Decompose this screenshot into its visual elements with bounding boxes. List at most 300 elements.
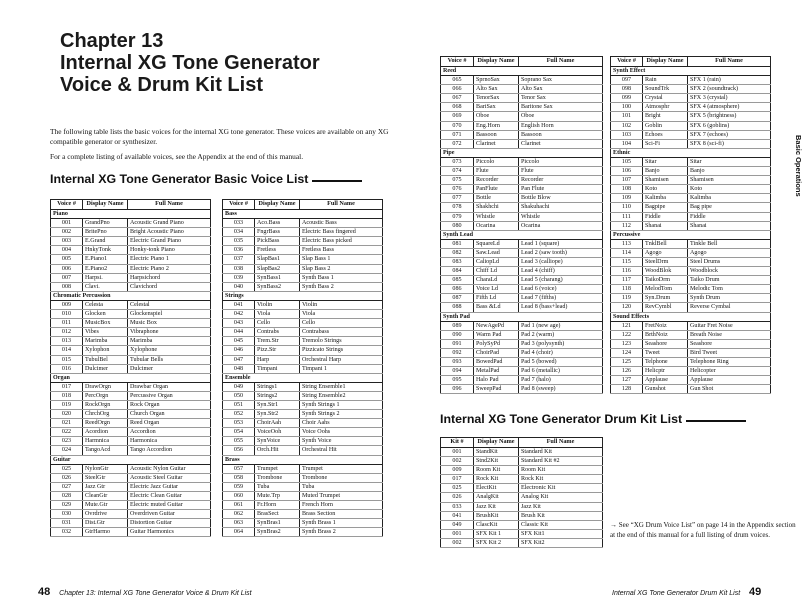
table-row xyxy=(51,528,211,537)
table-row xyxy=(441,321,603,330)
full-name-cell: Dulcimer xyxy=(128,364,211,373)
table-row xyxy=(441,493,603,502)
number-cell: 050 xyxy=(223,391,255,400)
number-cell: 057 xyxy=(223,464,255,473)
number-cell: 077 xyxy=(441,194,474,203)
number-cell: 094 xyxy=(441,367,474,376)
header-row xyxy=(223,200,383,210)
table-row xyxy=(223,328,383,337)
display-name-cell: SynBras2 xyxy=(255,528,300,537)
table-row xyxy=(223,510,383,519)
table-row xyxy=(223,419,383,428)
full-name-cell: Electric Piano 1 xyxy=(128,255,211,264)
display-name-cell: Shamisen xyxy=(643,176,688,185)
table-row xyxy=(51,310,211,319)
number-cell: 056 xyxy=(223,446,255,455)
number-cell: 017 xyxy=(51,382,83,391)
table-row xyxy=(611,248,771,257)
full-name-cell: Breath Noise xyxy=(688,330,771,339)
group-label: Organ xyxy=(51,373,211,382)
full-name-cell: Pad 7 (halo) xyxy=(519,376,603,385)
table-row xyxy=(223,228,383,237)
column-header: Voice # xyxy=(51,200,83,210)
display-name-cell: ReedOrgn xyxy=(83,419,128,428)
table-row xyxy=(51,482,211,491)
group-label: Guitar xyxy=(51,455,211,464)
number-cell: 089 xyxy=(441,321,474,330)
display-name-cell: DrawOrgn xyxy=(83,382,128,391)
display-name-cell: Mute.Gtr xyxy=(83,501,128,510)
full-name-cell: SFX 4 (atmosphere) xyxy=(688,103,771,112)
full-name-cell: Lead 4 (chiff) xyxy=(519,267,603,276)
full-name-cell: Shamisen xyxy=(688,176,771,185)
full-name-cell: Baritone Sax xyxy=(519,103,603,112)
full-name-cell: Acoustic Steel Guitar xyxy=(128,473,211,482)
group-row xyxy=(441,230,603,239)
table-row xyxy=(51,328,211,337)
number-cell: 024 xyxy=(51,446,83,455)
full-name-cell: Banjo xyxy=(688,167,771,176)
table-row xyxy=(223,528,383,537)
table-body xyxy=(611,67,771,394)
table-row xyxy=(441,176,603,185)
number-cell: 074 xyxy=(441,167,474,176)
display-name-cell: BrasSect xyxy=(255,510,300,519)
full-name-cell: Rock Kit xyxy=(519,475,603,484)
number-cell: 019 xyxy=(51,400,83,409)
number-cell: 100 xyxy=(611,103,643,112)
display-name-cell: SFX Kit 1 xyxy=(474,529,519,538)
basic-voice-heading xyxy=(50,172,362,186)
number-cell: 117 xyxy=(611,276,643,285)
table-row xyxy=(611,76,771,85)
number-cell: 119 xyxy=(611,294,643,303)
display-name-cell: SoundTrk xyxy=(643,85,688,94)
column-header: Kit # xyxy=(441,438,474,448)
full-name-cell: Standard Kit #2 xyxy=(519,457,603,466)
full-name-cell: Steel Drums xyxy=(688,257,771,266)
group-label: Strings xyxy=(223,291,383,300)
number-cell: 055 xyxy=(223,437,255,446)
full-name-cell: Pad 3 (polysynth) xyxy=(519,339,603,348)
full-name-cell: Rock Organ xyxy=(128,400,211,409)
full-name-cell: Bright Acoustic Piano xyxy=(128,228,211,237)
display-name-cell: Sitar xyxy=(643,157,688,166)
display-name-cell: Jazz Gtr xyxy=(83,482,128,491)
display-name-cell: Shakhchi xyxy=(474,203,519,212)
display-name-cell: RockOrgn xyxy=(83,400,128,409)
full-name-cell: Contrabass xyxy=(300,328,383,337)
table-row xyxy=(441,185,603,194)
table-row xyxy=(51,264,211,273)
header-row xyxy=(51,200,211,210)
table-row xyxy=(223,428,383,437)
full-name-cell: SFX 8 (sci-fi) xyxy=(688,139,771,148)
number-cell: 044 xyxy=(223,328,255,337)
table-body xyxy=(223,210,383,537)
number-cell: 018 xyxy=(51,391,83,400)
number-cell: 005 xyxy=(51,255,83,264)
table-row xyxy=(441,538,603,547)
table-row xyxy=(611,385,771,394)
number-cell: 097 xyxy=(611,76,643,85)
table-row xyxy=(611,85,771,94)
table-row xyxy=(51,519,211,528)
number-cell: 052 xyxy=(223,410,255,419)
full-name-cell: Guitar Fret Noise xyxy=(688,321,771,330)
full-name-cell: Shakuhachi xyxy=(519,203,603,212)
table-body xyxy=(51,210,211,537)
full-name-cell: Kalimba xyxy=(688,194,771,203)
table-row xyxy=(51,382,211,391)
table-row xyxy=(611,367,771,376)
table-row xyxy=(51,300,211,309)
chapter-title-line-2: Internal XG Tone Generator xyxy=(60,52,320,74)
number-cell: 088 xyxy=(441,303,474,312)
display-name-cell: TangoAcd xyxy=(83,446,128,455)
display-name-cell: Trumpet xyxy=(255,464,300,473)
table-row xyxy=(611,257,771,266)
group-label: Synth Pad xyxy=(441,312,603,321)
column-header: Display Name xyxy=(83,200,128,210)
full-name-cell: Helicopter xyxy=(688,367,771,376)
full-name-cell: Slap Bass 2 xyxy=(300,264,383,273)
display-name-cell: SprnoSax xyxy=(474,76,519,85)
footer-right-text: Internal XG Tone Generator Drum Kit List xyxy=(612,590,741,597)
number-cell: 041 xyxy=(441,511,474,520)
number-cell: 105 xyxy=(611,157,643,166)
display-name-cell: ElectKit xyxy=(474,484,519,493)
table-row xyxy=(441,511,603,520)
full-name-cell: Sitar xyxy=(688,157,771,166)
display-name-cell: Timpani xyxy=(255,364,300,373)
chapter-title xyxy=(60,30,320,96)
group-label: Synth Lead xyxy=(441,230,603,239)
table-row xyxy=(223,400,383,409)
number-cell: 026 xyxy=(441,493,474,502)
table-row xyxy=(51,282,211,291)
full-name-cell: Slap Bass 1 xyxy=(300,255,383,264)
full-name-cell: Electric Bass picked xyxy=(300,237,383,246)
display-name-cell: Telphone xyxy=(643,358,688,367)
full-name-cell: Clavichord xyxy=(128,282,211,291)
table-row xyxy=(611,121,771,130)
full-name-cell: Guitar Harmonics xyxy=(128,528,211,537)
display-name-cell: Agogo xyxy=(643,248,688,257)
number-cell: 115 xyxy=(611,257,643,266)
table-row xyxy=(441,85,603,94)
full-name-cell: Synth Bass 2 xyxy=(300,282,383,291)
table-row xyxy=(611,267,771,276)
number-cell: 081 xyxy=(441,239,474,248)
display-name-cell: Stnd2Kit xyxy=(474,457,519,466)
display-name-cell: Syn.Str2 xyxy=(255,410,300,419)
table-row xyxy=(611,194,771,203)
drum-kit-table xyxy=(440,437,603,548)
full-name-cell: Acoustic Grand Piano xyxy=(128,219,211,228)
table-row xyxy=(51,355,211,364)
table-header xyxy=(51,200,211,210)
display-name-cell: E.Grand xyxy=(83,237,128,246)
table-row xyxy=(51,391,211,400)
display-name-cell: Alto Sax xyxy=(474,85,519,94)
table-row xyxy=(51,410,211,419)
full-name-cell: Glockenspiel xyxy=(128,310,211,319)
number-cell: 022 xyxy=(51,428,83,437)
display-name-cell: Recorder xyxy=(474,176,519,185)
table-row xyxy=(441,121,603,130)
group-row xyxy=(611,67,771,76)
column-header: Full Name xyxy=(519,57,603,67)
full-name-cell: Melodic Tom xyxy=(688,285,771,294)
number-cell: 122 xyxy=(611,330,643,339)
column-header: Voice # xyxy=(441,57,474,67)
display-name-cell: SweepPad xyxy=(474,385,519,394)
full-name-cell: Orchestral Harp xyxy=(300,355,383,364)
number-cell: 020 xyxy=(51,410,83,419)
number-cell: 049 xyxy=(441,520,474,529)
full-name-cell: Telephone Ring xyxy=(688,358,771,367)
number-cell: 110 xyxy=(611,203,643,212)
display-name-cell: PolySyPd xyxy=(474,339,519,348)
full-name-cell: Taiko Drum xyxy=(688,276,771,285)
table-row xyxy=(441,248,603,257)
full-name-cell: Oboe xyxy=(519,112,603,121)
number-cell: 087 xyxy=(441,294,474,303)
number-cell: 058 xyxy=(223,473,255,482)
full-name-cell: Electronic Kit xyxy=(519,484,603,493)
display-name-cell: Marimba xyxy=(83,337,128,346)
number-cell: 013 xyxy=(51,337,83,346)
full-name-cell: Trombone xyxy=(300,473,383,482)
group-label: Pipe xyxy=(441,148,603,157)
full-name-cell: Orchestral Hit xyxy=(300,446,383,455)
group-row xyxy=(441,312,603,321)
header-row xyxy=(441,57,603,67)
display-name-cell: Syn.Drum xyxy=(643,294,688,303)
full-name-cell: Piccolo xyxy=(519,157,603,166)
full-name-cell: Muted Trumpet xyxy=(300,491,383,500)
display-name-cell: Ovrdrive xyxy=(83,510,128,519)
column-header: Display Name xyxy=(474,438,519,448)
group-label: Synth Effect xyxy=(611,67,771,76)
column-header: Full Name xyxy=(128,200,211,210)
header-row xyxy=(441,438,603,448)
number-cell: 047 xyxy=(223,355,255,364)
intro-paragraph-2: For a complete listing of available voices, see the Appendix at the end of this manual. xyxy=(50,152,304,161)
full-name-cell: Synth Strings 1 xyxy=(300,400,383,409)
table-row xyxy=(611,167,771,176)
column-header: Display Name xyxy=(255,200,300,210)
table-row xyxy=(51,337,211,346)
full-name-cell: English Horn xyxy=(519,121,603,130)
full-name-cell: Woodblock xyxy=(688,267,771,276)
number-cell: 124 xyxy=(611,348,643,357)
number-cell: 065 xyxy=(441,76,474,85)
full-name-cell: Room Kit xyxy=(519,466,603,475)
full-name-cell: Alto Sax xyxy=(519,85,603,94)
table-row xyxy=(223,355,383,364)
full-name-cell: Church Organ xyxy=(128,410,211,419)
table-row xyxy=(441,130,603,139)
table-row xyxy=(611,294,771,303)
number-cell: 033 xyxy=(441,502,474,511)
number-cell: 009 xyxy=(441,466,474,475)
display-name-cell: Saw.Lead xyxy=(474,248,519,257)
number-cell: 002 xyxy=(51,228,83,237)
page-number-left: 48 xyxy=(38,586,51,598)
number-cell: 067 xyxy=(441,94,474,103)
full-name-cell: Tuba xyxy=(300,482,383,491)
number-cell: 093 xyxy=(441,358,474,367)
group-row xyxy=(223,291,383,300)
table-row xyxy=(611,112,771,121)
table-row xyxy=(441,448,603,457)
number-cell: 127 xyxy=(611,376,643,385)
column-header: Full Name xyxy=(300,200,383,210)
full-name-cell: Trumpet xyxy=(300,464,383,473)
full-name-cell: Percussive Organ xyxy=(128,391,211,400)
full-name-cell: Pad 5 (bowed) xyxy=(519,358,603,367)
full-name-cell: Tenor Sax xyxy=(519,94,603,103)
display-name-cell: Harp xyxy=(255,355,300,364)
display-name-cell: Fr.Horn xyxy=(255,501,300,510)
table-row xyxy=(441,257,603,266)
table-row xyxy=(223,264,383,273)
number-cell: 078 xyxy=(441,203,474,212)
table-row xyxy=(441,358,603,367)
table-row xyxy=(441,520,603,529)
full-name-cell: Electric Grand Piano xyxy=(128,237,211,246)
full-name-cell: Acoustic Bass xyxy=(300,219,383,228)
display-name-cell: Flute xyxy=(474,167,519,176)
number-cell: 062 xyxy=(223,510,255,519)
table-row xyxy=(611,239,771,248)
group-row xyxy=(51,455,211,464)
number-cell: 036 xyxy=(223,246,255,255)
number-cell: 049 xyxy=(223,382,255,391)
number-cell: 010 xyxy=(51,310,83,319)
full-name-cell: Violin xyxy=(300,300,383,309)
display-name-cell: ClascKit xyxy=(474,520,519,529)
display-name-cell: Koto xyxy=(643,185,688,194)
table-row xyxy=(611,103,771,112)
group-row xyxy=(223,373,383,382)
group-row xyxy=(223,455,383,464)
full-name-cell: Accordion xyxy=(128,428,211,437)
display-name-cell: Celesta xyxy=(83,300,128,309)
display-name-cell: Fretless xyxy=(255,246,300,255)
full-name-cell: Honky-tonk Piano xyxy=(128,246,211,255)
display-name-cell: TubulBel xyxy=(83,355,128,364)
display-name-cell: Cello xyxy=(255,319,300,328)
table-row xyxy=(611,276,771,285)
display-name-cell: BritePno xyxy=(83,228,128,237)
basic-voice-heading-text: Internal XG Tone Generator Basic Voice List xyxy=(50,172,309,186)
full-name-cell: SFX 3 (crystal) xyxy=(688,94,771,103)
display-name-cell: Viola xyxy=(255,310,300,319)
table-row xyxy=(51,228,211,237)
display-name-cell: WoodBlok xyxy=(643,267,688,276)
display-name-cell: GrandPno xyxy=(83,219,128,228)
table-row xyxy=(51,364,211,373)
number-cell: 006 xyxy=(51,264,83,273)
number-cell: 009 xyxy=(51,300,83,309)
table-row xyxy=(223,300,383,309)
display-name-cell: SteelGtr xyxy=(83,473,128,482)
display-name-cell: SynBass2 xyxy=(255,282,300,291)
display-name-cell: Harpsi. xyxy=(83,273,128,282)
display-name-cell: E.Piano2 xyxy=(83,264,128,273)
footer-left-text: Chapter 13: Internal XG Tone Generator Voice & Drum Kit List xyxy=(59,590,252,597)
table-row xyxy=(441,212,603,221)
display-name-cell: RevCymbl xyxy=(643,303,688,312)
display-name-cell: ChrchOrg xyxy=(83,410,128,419)
display-name-cell: Aco.Bass xyxy=(255,219,300,228)
table-row xyxy=(611,303,771,312)
display-name-cell: TaikoDrm xyxy=(643,276,688,285)
display-name-cell: Banjo xyxy=(643,167,688,176)
display-name-cell: Rain xyxy=(643,76,688,85)
full-name-cell: Synth Strings 2 xyxy=(300,410,383,419)
column-header: Voice # xyxy=(611,57,643,67)
display-name-cell: Whistle xyxy=(474,212,519,221)
full-name-cell: Gun Shot xyxy=(688,385,771,394)
display-name-cell: AnalgKit xyxy=(474,493,519,502)
display-name-cell: Strings1 xyxy=(255,382,300,391)
table-row xyxy=(441,339,603,348)
full-name-cell: Electric Clean Guitar xyxy=(128,491,211,500)
full-name-cell: Cello xyxy=(300,319,383,328)
table-row xyxy=(51,319,211,328)
table-row xyxy=(223,482,383,491)
table-row xyxy=(223,464,383,473)
display-name-cell: BrthNoiz xyxy=(643,330,688,339)
display-name-cell: GtrHarmo xyxy=(83,528,128,537)
display-name-cell: CleanGtr xyxy=(83,491,128,500)
full-name-cell: Applause xyxy=(688,376,771,385)
number-cell: 113 xyxy=(611,239,643,248)
display-name-cell: Crystal xyxy=(643,94,688,103)
number-cell: 004 xyxy=(51,246,83,255)
display-name-cell: PercOrgn xyxy=(83,391,128,400)
drum-kit-heading xyxy=(440,412,746,426)
number-cell: 035 xyxy=(223,237,255,246)
table-row xyxy=(51,464,211,473)
group-row xyxy=(51,291,211,300)
number-cell: 008 xyxy=(51,282,83,291)
display-name-cell: Goblin xyxy=(643,121,688,130)
table-row xyxy=(223,491,383,500)
full-name-cell: SFX 5 (brightness) xyxy=(688,112,771,121)
table-row xyxy=(223,501,383,510)
drum-voice-note: → See “XG Drum Voice List” on page 14 in the Appendix section at the end of this manual for a full listing of drum voices. xyxy=(610,521,796,539)
number-cell: 098 xyxy=(611,85,643,94)
table-row xyxy=(223,219,383,228)
table-row xyxy=(441,194,603,203)
display-name-cell: Contrabs xyxy=(255,328,300,337)
table-row xyxy=(441,303,603,312)
number-cell: 068 xyxy=(441,103,474,112)
number-cell: 038 xyxy=(223,264,255,273)
full-name-cell: Overdriven Guitar xyxy=(128,510,211,519)
full-name-cell: Tango Accordion xyxy=(128,446,211,455)
number-cell: 128 xyxy=(611,385,643,394)
table-row xyxy=(51,273,211,282)
display-name-cell: Bassoon xyxy=(474,130,519,139)
full-name-cell: Synth Brass 2 xyxy=(300,528,383,537)
number-cell: 069 xyxy=(441,112,474,121)
